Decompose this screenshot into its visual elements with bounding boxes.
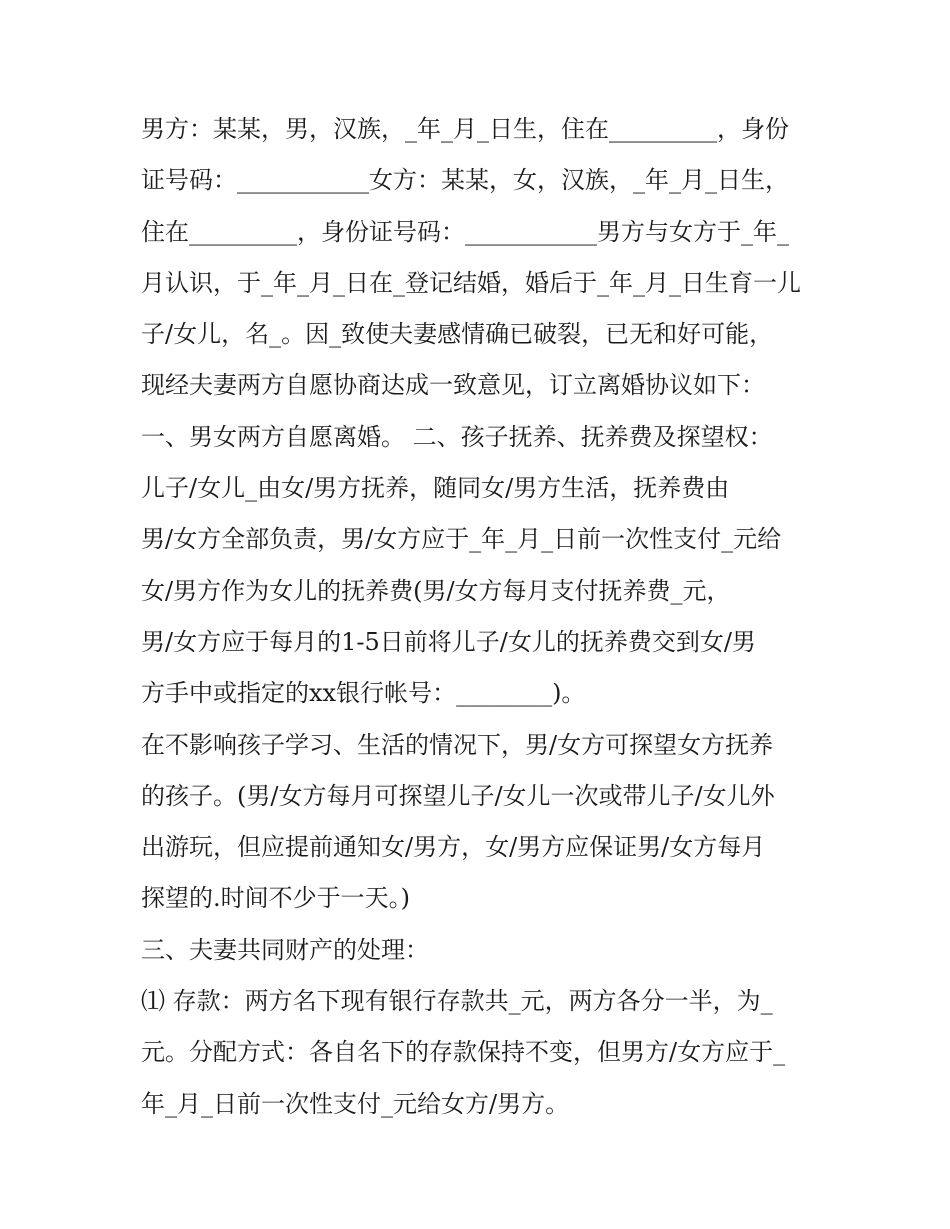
text-line-2: 证号码：___________女方：某某，女，汉族，_年_月_日生，	[141, 166, 789, 195]
text-line-4: 月认识，于_年_月_日在_登记结婚，婚后于_年_月_日生育一儿	[141, 268, 801, 297]
text-line-11: 男/女方应于每月的1-5日前将儿子/女儿的抚养费交到女/男	[141, 627, 756, 656]
text-line-7: 一、男女两方自愿离婚。 二、孩子抚养、抚养费及探望权：	[141, 422, 773, 451]
text-line-19: 元。分配方式：各自名下的存款保持不变，但男方/女方应于_	[141, 1038, 786, 1067]
text-line-13: 在不影响孩子学习、生活的情况下，男/女方可探望女方抚养	[141, 730, 774, 759]
text-line-15: 出游玩，但应提前通知女/男方，女/男方应保证男/女方每月	[141, 833, 766, 862]
text-line-18: ⑴ 存款：两方名下现有银行存款共_元，两方各分一半，为_	[141, 987, 773, 1016]
text-line-3: 住在_________，身份证号码：___________男方与女方于_年_	[141, 217, 789, 246]
agreement-body	[141, 104, 813, 1130]
text-line-6: 现经夫妻两方自愿协商达成一致意见，订立离婚协议如下：	[141, 371, 765, 400]
text-line-9: 男/女方全部负责，男/女方应于_年_月_日前一次性支付_元给	[141, 525, 782, 554]
text-line-20: 年_月_日前一次性支付_元给女方/男方。	[141, 1089, 570, 1118]
text-line-10: 女/男方作为女儿的抚养费(男/女方每月支付抚养费_元，	[141, 576, 731, 605]
text-line-17: 三、夫妻共同财产的处理：	[141, 935, 429, 964]
text-line-1: 男方：某某，男，汉族，_年_月_日生，住在_________，身份	[141, 115, 789, 143]
text-line-16: 探望的.时间不少于一天。)	[141, 884, 410, 913]
text-line-12: 方手中或指定的xx银行帐号：________)。	[141, 679, 586, 708]
text-line-5: 子/女儿，名_。因_致使夫妻感情确已破裂，已无和好可能，	[141, 320, 774, 349]
text-line-14: 的孩子。(男/女方每月可探望儿子/女儿一次或带儿子/女儿外	[141, 781, 775, 810]
text-line-8: 儿子/女儿_由女/男方抚养，随同女/男方生活，抚养费由	[141, 474, 730, 503]
